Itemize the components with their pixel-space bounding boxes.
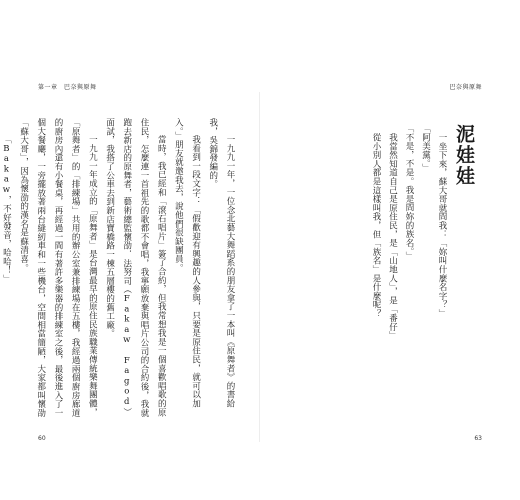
right-paragraph: 從小別人都是這樣叫我，但「族名」是什麼呢？ [371, 132, 381, 318]
right-paragraph: 我當然知道自己是原住民，是「山地人」，是「番仔」 [387, 132, 398, 340]
left-paragraph: 一九九一年成立的「原舞者」是台灣最早的原住民族職業傳統樂舞團體，「原舞者」的「排練場」共用的辦公室兼排練場在五樓，我經過兩個廚房廊道的廚房內還有小餐桌，再經過一間有著許多樂器的排練室之後，最後進入了一個大餐廳，一旁擺放著兩台縫紉車和一些機台，空間相當簡陋，大家都叫懷劭「蘇大哥」，因為懷劭的漢名是蘇清喜。 [18, 118, 98, 418]
right-paragraph: 一坐下來，蘇大哥就問我：「妳叫什麼名字？」 [437, 132, 447, 318]
right-page-body [368, 124, 451, 354]
left-paragraph: 「Bakaw，不好發音，哈哈！」 [1, 135, 12, 284]
right-page-number: 63 [474, 435, 482, 442]
right-paragraph: 「不是，不是。我是問妳的族名。」 [404, 124, 414, 261]
left-paragraph: 當時，我已經和「滾石唱片」簽了合約，但我常想我是一個喜歡唱歌的原住民，怎麼連一首祖先的歌都不會唱，我寧願放棄與唱片公司的合約後，我就跑去新店的原舞者，藝術總監懷劭．法努司（Fakaw Fagod）面試，我搭了公車去到新店寶橋路一棟五層樓的舊工廠。 [104, 118, 167, 418]
left-running-header: 第一章 巴奈與原舞 [38, 84, 97, 91]
book-gutter [259, 92, 260, 442]
left-page-body [0, 118, 238, 418]
left-paragraph: 我看到一段文字：「假歡迎有興趣的人參與，只要是原住民，就可以加入。」朋友就邀我去，說他們很缺團員。 [173, 118, 201, 408]
chapter-title: 泥娃娃 [453, 124, 475, 187]
right-running-header: 巴奈與原舞 [449, 84, 482, 91]
left-paragraph: 一九九一年，一位念北藝大舞蹈系的朋友拿了一本叫《原舞者》的書給我，吳錦發編的。 [207, 118, 235, 408]
right-paragraph: 「阿美黨。」 [420, 124, 431, 173]
left-page-number: 60 [38, 435, 46, 442]
